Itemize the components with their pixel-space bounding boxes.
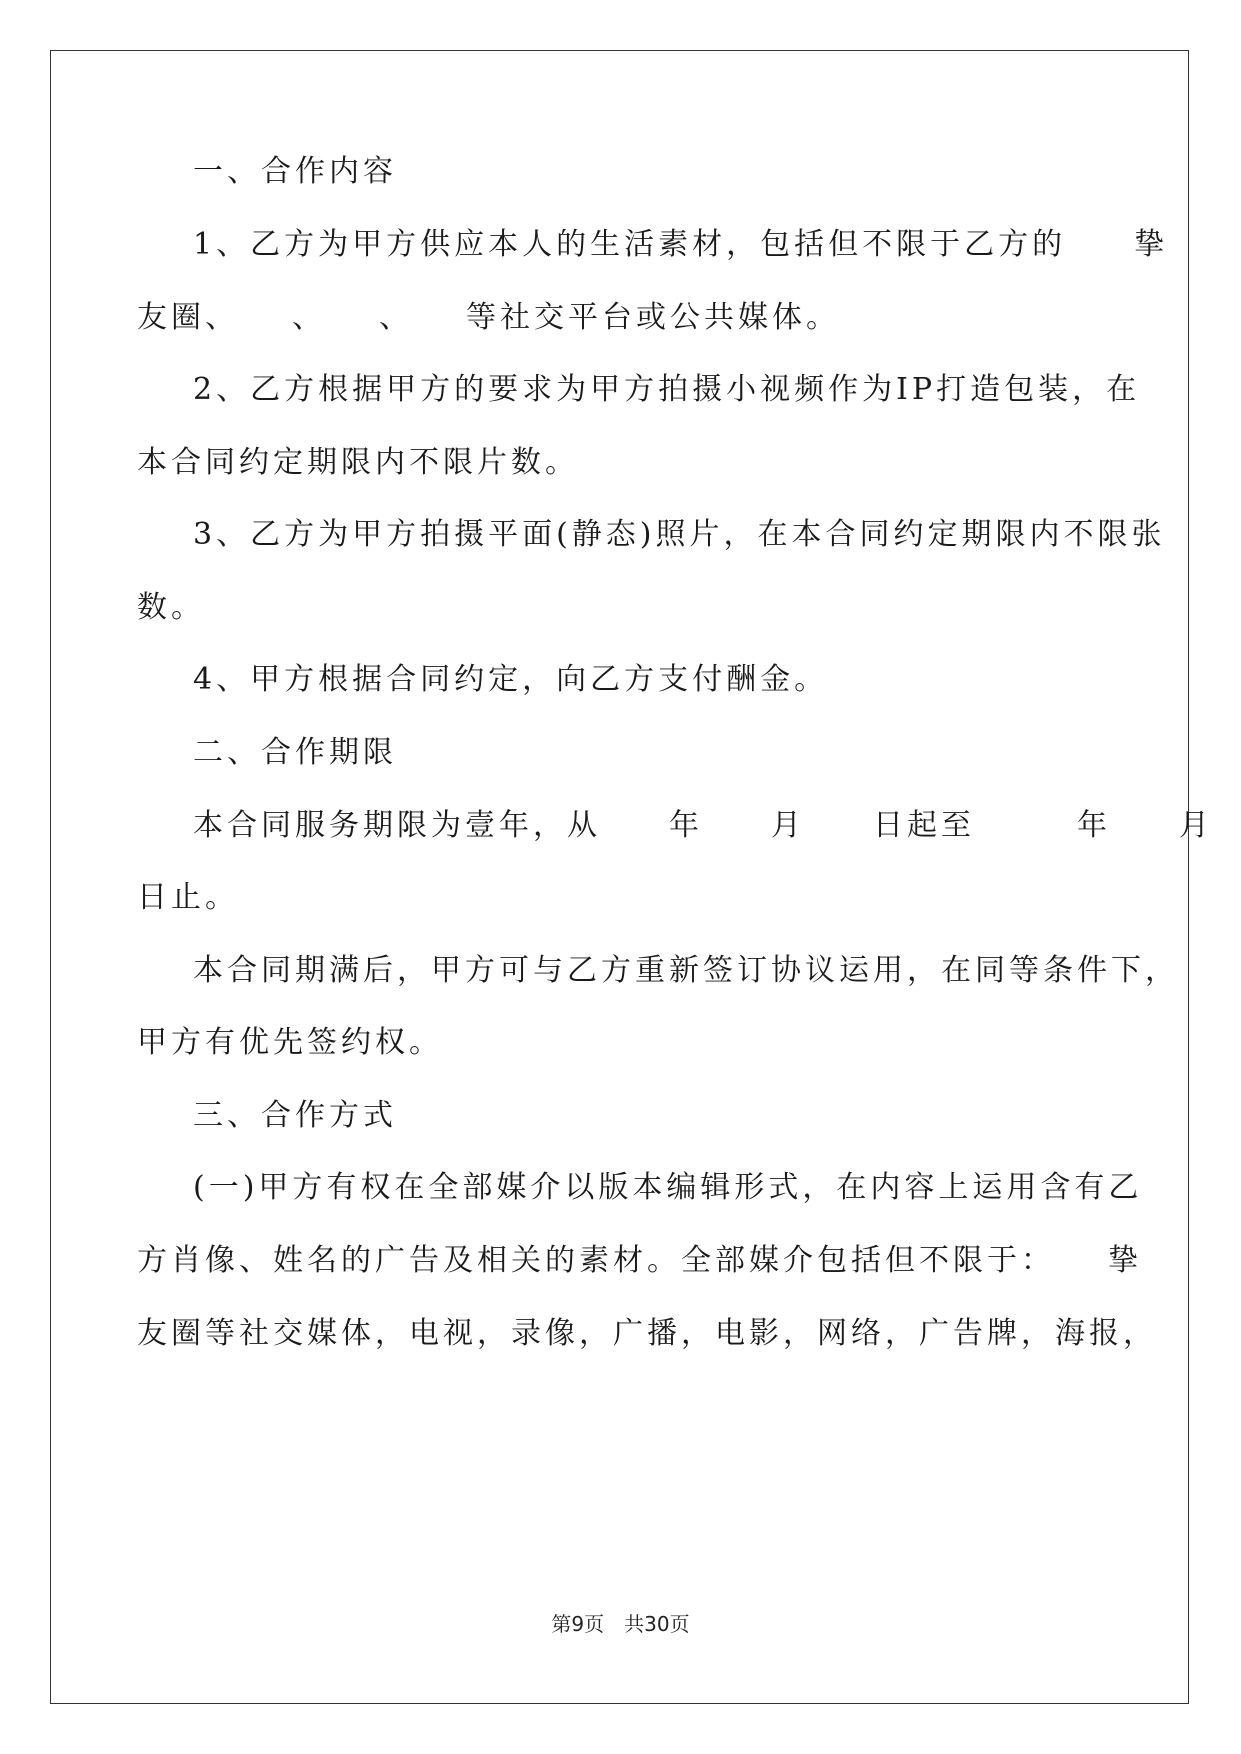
paragraph-line: (一)甲方有权在全部媒介以版本编辑形式，在内容上运用含有乙 <box>193 1170 1143 1205</box>
paragraph-line: 本合同约定期限内不限片数。 <box>137 445 579 480</box>
paragraph-line: 本合同期满后，甲方可与乙方重新签订协议运用，在同等条件下， <box>193 953 1179 988</box>
page-border <box>50 50 1189 1704</box>
paragraph-line: 方肖像、姓名的广告及相关的素材。全部媒介包括但不限于： 挚 <box>137 1243 1142 1278</box>
page-total: 共30页 <box>624 1612 690 1636</box>
paragraph-line: 数。 <box>137 590 205 625</box>
paragraph-line: 4、甲方根据合同约定，向乙方支付酬金。 <box>193 662 829 697</box>
paragraph-line: 友圈、 、 、 等社交平台或公共媒体。 <box>137 300 840 335</box>
paragraph-line: 2、乙方根据甲方的要求为甲方拍摄小视频作为IP打造包装，在 <box>193 372 1141 407</box>
section-heading-cooperation-period: 二、合作期限 <box>193 735 397 770</box>
page-footer <box>0 1608 1241 1637</box>
paragraph-line: 本合同服务期限为壹年，从 年 月 日起至 年 月 <box>193 808 1213 843</box>
paragraph-line: 友圈等社交媒体，电视，录像，广播，电影，网络，广告牌，海报， <box>137 1316 1157 1351</box>
paragraph-line: 甲方有优先签约权。 <box>137 1025 443 1060</box>
section-heading-cooperation-method: 三、合作方式 <box>193 1098 397 1133</box>
paragraph-line: 1、乙方为甲方供应本人的生活素材，包括但不限于乙方的 挚 <box>193 227 1169 262</box>
paragraph-line: 3、乙方为甲方拍摄平面(静态)照片，在本合同约定期限内不限张 <box>193 517 1166 552</box>
page-number: 第9页 <box>551 1612 605 1636</box>
paragraph-line: 日止。 <box>137 880 239 915</box>
section-heading-cooperation-content: 一、合作内容 <box>193 154 397 189</box>
